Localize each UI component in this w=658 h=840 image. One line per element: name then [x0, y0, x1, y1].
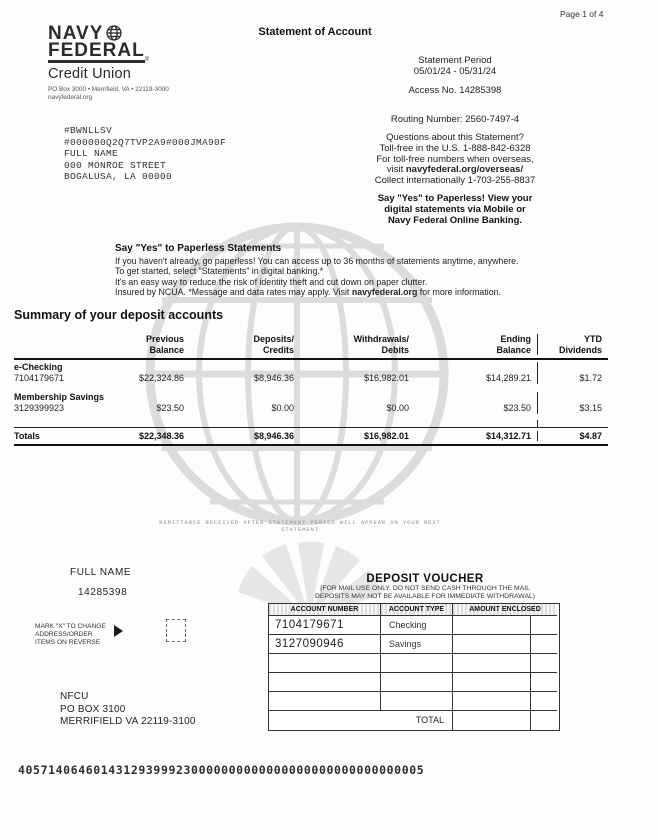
- voucher-row-empty: [269, 692, 559, 711]
- summary-header-row: [14, 334, 608, 360]
- return-mail-address: NFCU PO BOX 3100 MERRIFIELD VA 22119-3100: [60, 691, 196, 728]
- account-values-row: [14, 403, 608, 420]
- voucher-amount-cell: [453, 635, 531, 654]
- account-name-row: [14, 360, 608, 373]
- account-number: 7104179671: [14, 373, 65, 383]
- account-number: 3129399923: [14, 403, 65, 413]
- voucher-access-number: 14285398: [78, 587, 128, 598]
- account-values-row: [14, 373, 608, 390]
- logo-credit-union: Credit Union: [48, 66, 131, 82]
- statement-period-label: Statement Period: [418, 55, 492, 66]
- withdrawals-value: $16,982.01: [363, 373, 409, 383]
- mark-x-checkbox: [166, 619, 186, 642]
- ytd-dividends-value: $3.15: [537, 403, 608, 414]
- voucher-total-row: [269, 711, 559, 730]
- voucher-header-row: [269, 604, 559, 616]
- voucher-account-number: 3127090946: [269, 635, 381, 654]
- questions-line: Toll-free in the U.S. 1-888-842-6328: [379, 142, 531, 154]
- promo-line: digital statements via Mobile or: [384, 203, 526, 215]
- paperless-promo: [320, 194, 590, 226]
- totals-withdrawals: $16,982.01: [363, 431, 409, 441]
- voucher-total-cents-cell: [531, 711, 557, 730]
- voucher-title: DEPOSIT VOUCHER: [366, 573, 484, 585]
- navy-federal-logo: [48, 25, 169, 101]
- logo-word-federal: FEDERAL: [48, 40, 145, 61]
- col-header-withdrawals-debits: Withdrawals/ Debits: [353, 334, 409, 355]
- voucher-table: [268, 603, 560, 731]
- voucher-account-type: Savings: [381, 635, 453, 654]
- mail-recipient: FULL NAME: [64, 148, 119, 160]
- voucher-col-account-number: ACCOUNT NUMBER: [269, 604, 381, 616]
- paperless-line: To get started, select "Statements" in digital banking.*: [115, 266, 324, 277]
- paperless-section: [115, 243, 575, 298]
- navyfederal-link: navyfederal.org: [351, 287, 418, 298]
- deposits-value: $0.00: [271, 403, 294, 413]
- voucher-account-number: 7104179671: [269, 616, 381, 635]
- paperless-heading: Say "Yes" to Paperless Statements: [115, 243, 282, 254]
- totals-ytd: $4.87: [537, 431, 608, 441]
- arrow-right-icon: [114, 625, 123, 637]
- ending-balance-value: $23.50: [503, 403, 531, 413]
- mail-street: 000 MONROE STREET: [64, 159, 167, 171]
- document-title: Statement of Account: [258, 26, 372, 38]
- micr-line: 405714064601431293999230000000000000000000000000000005: [18, 763, 425, 777]
- voucher-amount-cell: [453, 616, 531, 635]
- statement-period: [320, 56, 590, 78]
- voucher-col-amount-enclosed: AMOUNT ENCLOSED: [453, 604, 557, 616]
- mail-code-line: #000000Q2Q7TVP2A9#000JMA90F: [64, 136, 227, 148]
- mark-x-note: MARK "X" TO CHANGE ADDRESS/ORDER ITEMS ON REVERSE: [35, 623, 106, 646]
- account-name: Membership Savings: [14, 392, 105, 402]
- previous-balance-value: $22,324.86: [138, 373, 184, 383]
- logo-address: PO Box 3000 • Merrifield, VA • 22119-3000: [48, 86, 169, 93]
- mail-code-line: #BWNLLSV: [64, 125, 113, 136]
- paperless-line: Insured by NCUA. *Message and data rates may apply. Visit navyfederal.org for more information.: [115, 287, 501, 298]
- voucher-heading: [290, 573, 560, 600]
- voucher-row-empty: [269, 654, 559, 673]
- overseas-link: navyfederal.org/overseas/: [405, 164, 524, 176]
- voucher-subtitle: DEPOSITS MAY NOT BE AVAILABLE FOR IMMEDIATE WITHDRAWAL): [314, 592, 536, 600]
- totals-ending: $14,312.71: [485, 431, 531, 441]
- voucher-account-type: Checking: [381, 616, 453, 635]
- logo-word-navy: NAVY: [48, 23, 104, 44]
- summary-title: Summary of your deposit accounts: [14, 308, 224, 322]
- summary-table: [14, 334, 608, 446]
- mailing-address-block: [64, 125, 226, 183]
- logo-globe-icon: [106, 25, 122, 41]
- voucher-col-account-type: ACCOUNT TYPE: [381, 604, 453, 616]
- voucher-row: [269, 635, 559, 654]
- mail-city: BOGALUSA, LA 00000: [64, 171, 173, 183]
- withdrawals-value: $0.00: [386, 403, 409, 413]
- totals-deposits: $8,946.36: [253, 431, 294, 441]
- deposits-value: $8,946.36: [253, 373, 294, 383]
- ending-balance-value: $14,289.21: [485, 373, 531, 383]
- col-header-previous-balance: Previous Balance: [145, 334, 184, 355]
- voucher-row: [269, 616, 559, 635]
- account-name: e-Checking: [14, 362, 63, 372]
- remittance-note: REMITTANCE RECEIVED AFTER STATEMENT PERIOD WILL APPEAR ON YOUR NEXT STATEMENT: [159, 519, 441, 533]
- statement-period-value: 05/01/24 - 05/31/24: [413, 65, 497, 77]
- totals-label: Totals: [14, 431, 40, 441]
- col-header-deposits-credits: Deposits/ Credits: [253, 334, 294, 355]
- voucher-total-label: TOTAL: [269, 711, 453, 730]
- voucher-subtitle: (FOR MAIL USE ONLY. DO NOT SEND CASH THROUGH THE MAIL: [320, 585, 530, 592]
- voucher-payer-name: FULL NAME: [70, 567, 132, 578]
- table-divider: [14, 420, 608, 428]
- col-header-ytd-dividends: YTD Dividends: [537, 334, 608, 355]
- col-header-ending-balance: Ending Balance: [496, 334, 531, 355]
- promo-line: Navy Federal Online Banking.: [387, 214, 523, 226]
- paperless-line: It's an easy way to reduce the risk of identity theft and cut down on paper clutter.: [115, 276, 428, 287]
- routing-number: Routing Number: 2560-7497-4: [390, 114, 520, 125]
- ytd-dividends-value: $1.72: [537, 373, 608, 384]
- previous-balance-value: $23.50: [156, 403, 184, 413]
- voucher-cents-cell: [531, 635, 557, 654]
- questions-line: Questions about this Statement?: [386, 132, 524, 143]
- paperless-line: If you haven't already, go paperless! You can access up to 36 months of statements anytime, anywhere.: [115, 256, 519, 266]
- questions-line: visit navyfederal.org/overseas/: [386, 164, 524, 176]
- questions-line: For toll-free numbers when overseas,: [376, 153, 534, 165]
- questions-line: Collect internationally 1-703-255-8837: [374, 175, 536, 187]
- questions-block: [320, 133, 590, 187]
- promo-line: Say "Yes" to Paperless! View your: [377, 193, 533, 204]
- registered-mark: ®: [144, 57, 150, 63]
- voucher-row-empty: [269, 673, 559, 692]
- voucher-total-amount-cell: [453, 711, 531, 730]
- access-number: Access No. 14285398: [408, 85, 502, 96]
- logo-website: navyfederal.org: [48, 94, 93, 101]
- totals-previous: $22,348.36: [138, 431, 184, 441]
- totals-row: [14, 428, 608, 446]
- voucher-cents-cell: [531, 616, 557, 635]
- account-name-row: [14, 390, 608, 403]
- page-indicator: Page 1 of 4: [560, 9, 604, 19]
